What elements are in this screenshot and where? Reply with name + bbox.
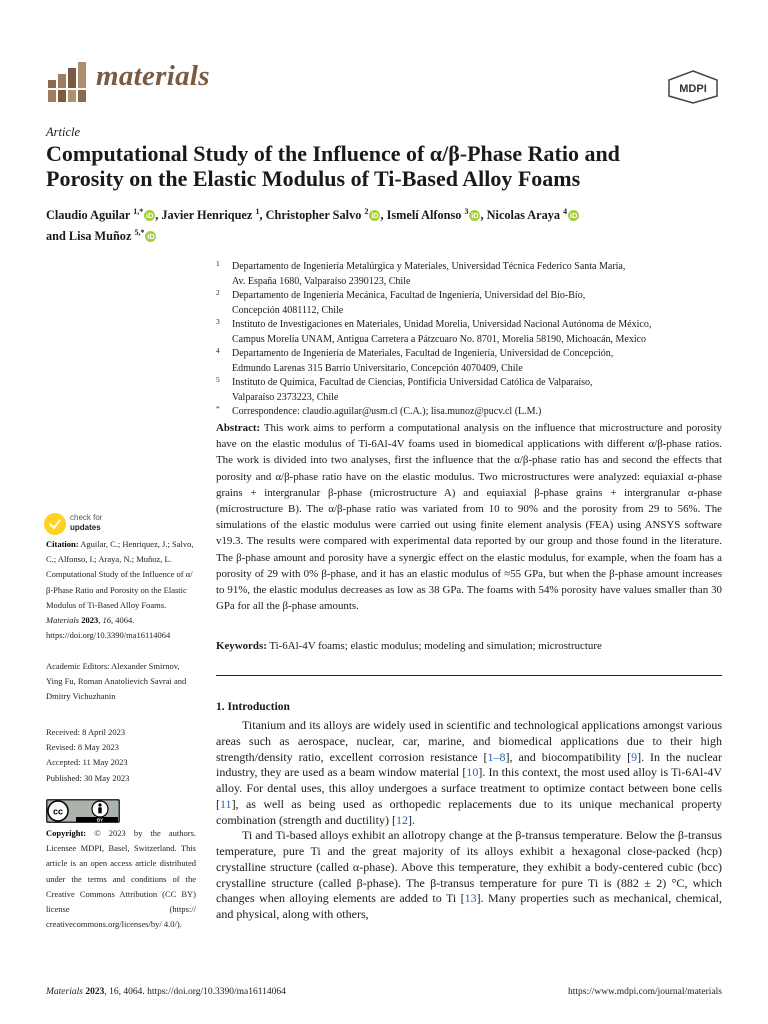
author-list [46, 203, 736, 245]
cc-by-license-icon[interactable] [46, 799, 120, 823]
citation-block: Citation: Aguilar, C.; Henriquez, J.; Salvo, C.; Alfonso, I.; Araya, N.; Muñoz, L. Computational Study of the Influence of α/β-Phase Ratio and Porosity on the Elastic Modulus of Ti-Based Alloy Foams. Materials 2023, 16, 4064. https://doi.org/10.3390/ma16114064 [46, 539, 194, 641]
author-line-2 [46, 224, 736, 245]
paper-title [46, 141, 726, 191]
orcid-icon[interactable]: iD [471, 211, 479, 221]
journal-url-link[interactable]: https://www.mdpi.com/journal/materials [568, 987, 722, 997]
journal-logo-icon [46, 60, 88, 104]
affiliation-item [216, 376, 736, 405]
orcid-icon[interactable]: iD [569, 211, 578, 221]
author-name: Nicolas Araya $^4$ iD [486, 207, 578, 223]
affiliation-number: 1 [216, 259, 220, 268]
affiliation-item [216, 318, 736, 347]
affiliation-item [216, 347, 736, 376]
affiliation-line: Departamento de Ingeniería Mecánica, Facultad de Ingeniería, Universidad del Bío-Bío, [232, 290, 586, 301]
check-updates-text: check for updates [70, 513, 103, 532]
author-name: Ismelí Alfonso $^3$ iD , [386, 207, 487, 223]
reference-link[interactable]: 12 [395, 812, 408, 827]
accepted-date: Accepted: 11 May 2023 [46, 757, 128, 768]
citation-doi[interactable]: , 4064. https://doi.org/10.3390/ma16114064 [46, 615, 171, 641]
orcid-icon[interactable]: iD [145, 211, 154, 221]
reference-link[interactable]: 1–8 [487, 749, 506, 764]
mdpi-logo-icon[interactable] [667, 70, 719, 104]
reference-link[interactable]: 9 [631, 749, 638, 764]
introduction-body [216, 718, 722, 923]
affiliation-number: 2 [216, 288, 220, 297]
affiliation-line: Edmundo Larenas 315 Barrio Universitario, Concepción 4070409, Chile [232, 362, 523, 374]
abstract-text: This work aims to perform a computational analysis on the influence that microstructure and porosity have on the elastic modulus of Ti-6Al-4V foams used in biomedical applications with different α/β-phase ratios. The work is divided into two analyses, first the influence that the α/β-phase ratio has and second the effects that porosity and α/β-phase ratio have on the elastic modulus. Two microstructures were analyzed: equiaxial α-phase grains + intergranular β-phase (microstructure A) and equiaxial β-phase grains + intergranular α-phase (microstructure B). The α/β-phase ratio was variated from 10 to 90% and the porosity from 29 to 56%. The simulations of the elastic modulus were carried out using finite element analysis (FEA) using ANSYS software v19.3. The results were compared with experimental data reported by our group and those found in the literature. The β-phase amount and porosity have a synergic effect on the elastic modulus, for example, when the foam has a porosity of 29 with 0% β-phase, and it has an elastic modulus of ≈55 GPa, but when the β-phase amount increases to 91%, the elastic modulus decreases as low as 38 GPa. The foams with 54% porosity have values smaller than 30 GPa for all the β-phase amounts. [216, 422, 722, 613]
title-line-1: Computational Study of the Influence of α/β-Phase Ratio and [46, 141, 620, 166]
orcid-icon[interactable]: iD [147, 232, 155, 242]
svg-text:MDPI: MDPI [679, 83, 707, 95]
published-date: Published: 30 May 2023 [46, 772, 130, 783]
affiliation-number: 5 [216, 375, 220, 384]
author-affiliation-marker: 1 [255, 207, 260, 216]
keywords-text: Ti-6Al-4V foams; elastic modulus; modeling and simulation; microstructure [269, 640, 602, 652]
author-affiliation-marker: 1,* [133, 207, 144, 216]
affiliation-item [216, 260, 736, 289]
academic-editors: Academic Editors: Alexander Smirnov, Ying Fu, Roman Anatolievich Savrai and Dmitry Vichuzhanin [46, 661, 187, 702]
author-affiliation-marker: 3 [464, 207, 469, 216]
keywords [216, 640, 722, 652]
copyright-block: Copyright: © 2023 by the authors. Licensee MDPI, Basel, Switzerland. This article is an open access article distributed under the terms and conditions of the Creative Commons Attribution (CC BY) license (https:// creativecommons.org/licenses/by/ 4.0/). [46, 828, 196, 930]
affiliation-line: Departamento de Ingeniería Metalúrgica y Materiales, Universidad Técnica Federico Santa María, [232, 261, 626, 272]
affiliation-line: Instituto de Química, Facultad de Ciencias, Pontificia Universidad Católica de Valparaíso, [232, 377, 593, 388]
author-name: Claudio Aguilar $^{1,*}$ iD , [46, 207, 162, 223]
svg-text:BY: BY [96, 817, 104, 823]
author-name: and Lisa Muñoz $^{5,*}$ iD [46, 228, 155, 244]
intro-paragraph-2: Ti and Ti-based alloys exhibit an allotropy change at the β-transus temperature. Below the β-transus temperature, pure Ti and the great majority of its alloys exhibit a hexagonal close-packed (hcp) crystalline structure (called α-phase). Above this temperature, they exhibit a body-centered cubic (bcc) crystalline structure (called β-phase). The β-transus temperature for pure Ti is (882 ± 2) °C, which changes when alloying elements are added to Ti [13]. Many properties such as mechanical, chemical, and physical, along with others, [216, 828, 723, 921]
affiliation-line: Instituto de Investigaciones en Materiales, Unidad Morelia, Universidad Nacional Autónoma de México, [232, 319, 652, 330]
check-for-updates-badge[interactable] [44, 513, 154, 535]
author-name: Javier Henriquez $^1$, [161, 207, 266, 223]
author-name: Christopher Salvo $^2$ iD , [265, 207, 387, 223]
affiliation-item [216, 405, 736, 420]
affiliation-line: Campus Morelia UNAM, Antigua Carretera a Pátzcuaro No. 8701, Morelia 58190, Michoacán, Mexico [232, 333, 647, 345]
section-heading: 1. Introduction [216, 701, 290, 713]
reference-link[interactable]: 10 [466, 765, 479, 780]
affiliation-number: 4 [216, 346, 220, 355]
article-type-label: Article [46, 125, 81, 139]
dates-block [46, 725, 196, 786]
footer-citation: Materials 2023, 16, 4064. https://doi.org/10.3390/ma16114064 [46, 987, 286, 997]
affiliation-item [216, 289, 736, 318]
affiliation-number: * [216, 404, 220, 413]
check-updates-icon [44, 513, 66, 535]
journal-name[interactable]: materials [96, 60, 210, 92]
affiliations [216, 260, 736, 420]
svg-text:cc: cc [52, 806, 64, 817]
affiliation-number: 3 [216, 317, 220, 326]
section-divider [216, 675, 722, 676]
author-affiliation-marker: 2 [364, 207, 369, 216]
keywords-label: Keywords: [216, 640, 267, 652]
affiliation-line: Concepción 4081112, Chile [232, 304, 344, 316]
reference-link[interactable]: 11 [220, 796, 232, 811]
revised-date: Revised: 8 May 2023 [46, 742, 119, 753]
received-date: Received: 8 April 2023 [46, 727, 126, 737]
abstract-label: Abstract: [216, 422, 261, 434]
reference-link[interactable]: 13 [464, 891, 477, 906]
abstract [216, 420, 722, 614]
intro-paragraph-1: Titanium and its alloys are widely used in scientific and technological applications amongst various areas such as aerospace, nuclear, car, marine, and biomedical applications due to their high strength/density ratio, excellent corrosion resistance [1–8], and biocompatibility [9]. In the nuclear industry, they are used as a beam window material [10]. In this context, the most used alloy is Ti-6Al-4V alloy. For dental uses, this alloy undergoes a surface treatment to optimize contact between bone cells [11], as well as being used as orthopedic replacements due to its unique mechanical property combination (strength and ductility) [12]. [216, 718, 722, 827]
affiliation-line: Valparaíso 2373223, Chile [232, 391, 339, 403]
affiliation-line: Correspondence: claudio.aguilar@usm.cl (C.A.); lisa.munoz@pucv.cl (L.M.) [232, 406, 542, 417]
author-line-1 [46, 203, 736, 224]
affiliation-line: Av. España 1680, Valparaíso 2390123, Chile [232, 275, 411, 287]
author-affiliation-marker: 4 [563, 207, 568, 216]
author-affiliation-marker: 5,* [134, 228, 145, 238]
orcid-icon[interactable]: iD [371, 211, 379, 221]
title-line-2: Porosity on the Elastic Modulus of Ti-Based Alloy Foams [46, 166, 581, 191]
affiliation-line: Departamento de Ingeniería de Materiales, Facultad de Ingeniería, Universidad de Concepción, [232, 348, 614, 359]
